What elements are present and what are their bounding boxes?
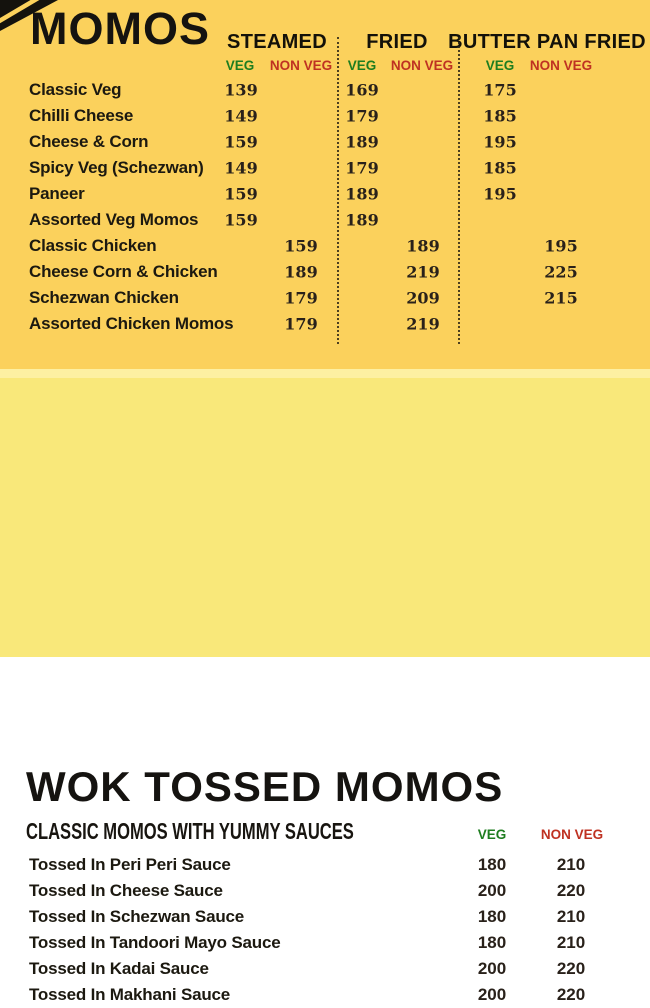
subheader-wok-veg: VEG — [477, 827, 507, 842]
price-veg: 189 — [345, 210, 379, 230]
subheader-steamed-veg: VEG — [225, 58, 255, 73]
menu-row — [0, 285, 650, 311]
menu-item-name: Classic Veg — [29, 80, 122, 99]
price-nonveg: 210 — [556, 933, 586, 952]
price-nonveg: 189 — [406, 236, 440, 256]
menu-item-name: Cheese Corn & Chicken — [29, 262, 218, 281]
price-veg: 159 — [224, 184, 258, 204]
menu-row — [0, 207, 650, 233]
price-veg: 189 — [345, 184, 379, 204]
price-nonveg: 219 — [406, 262, 440, 282]
price-veg: 159 — [224, 210, 258, 230]
price-nonveg: 195 — [544, 236, 578, 256]
menu-row — [0, 77, 650, 103]
subheader-wok-nonveg: NON VEG — [540, 827, 604, 842]
price-nonveg: 219 — [406, 314, 440, 334]
price-nonveg: 209 — [406, 288, 440, 308]
menu-row — [0, 982, 650, 1008]
menu-item-name: Tossed In Tandoori Mayo Sauce — [29, 933, 281, 952]
menu-item-name: Schezwan Chicken — [29, 288, 179, 307]
price-veg: 179 — [345, 106, 379, 126]
price-veg: 189 — [345, 132, 379, 152]
price-veg: 200 — [477, 985, 507, 1004]
menu-item-name: Cheese & Corn — [29, 132, 149, 151]
menu-item-name: Chilli Cheese — [29, 106, 134, 125]
price-veg: 139 — [224, 80, 258, 100]
price-nonveg: 179 — [284, 314, 318, 334]
menu-row — [0, 878, 650, 904]
menu-item-name: Tossed In Schezwan Sauce — [29, 907, 245, 926]
price-nonveg: 220 — [556, 959, 586, 978]
subheader-fried-veg: VEG — [347, 58, 377, 73]
price-nonveg: 225 — [544, 262, 578, 282]
price-nonveg: 215 — [544, 288, 578, 308]
price-veg: 195 — [483, 132, 517, 152]
price-nonveg: 220 — [556, 881, 586, 900]
menu-row — [0, 904, 650, 930]
subheader-fried-nonveg: NON VEG — [390, 58, 454, 73]
menu-row — [0, 181, 650, 207]
price-veg: 175 — [483, 80, 517, 100]
wok-tossed-section — [0, 378, 650, 1004]
price-veg: 185 — [483, 158, 517, 178]
price-veg: 200 — [477, 881, 507, 900]
menu-row — [0, 311, 650, 337]
menu-item-name: Classic Chicken — [29, 236, 157, 255]
price-veg: 169 — [345, 80, 379, 100]
price-nonveg: 189 — [284, 262, 318, 282]
menu-item-name: Tossed In Cheese Sauce — [29, 881, 223, 900]
menu-item-name: Paneer — [29, 184, 85, 203]
price-nonveg: 179 — [284, 288, 318, 308]
price-veg: 149 — [224, 158, 258, 178]
menu-row — [0, 852, 650, 878]
price-veg: 180 — [477, 855, 507, 874]
section-subtitle: CLASSIC MOMOS WITH YUMMY SAUCES — [26, 818, 354, 844]
menu-item-name: Spicy Veg (Schezwan) — [29, 158, 204, 177]
price-veg: 149 — [224, 106, 258, 126]
momos-section — [0, 0, 650, 369]
subheader-bpf-veg: VEG — [485, 58, 515, 73]
section-title-momos: MOMOS — [30, 3, 210, 54]
menu-item-name: Tossed In Makhani Sauce — [29, 985, 231, 1004]
menu-row — [0, 129, 650, 155]
price-veg: 159 — [224, 132, 258, 152]
menu-row — [0, 259, 650, 285]
price-veg: 180 — [477, 933, 507, 952]
column-header-steamed: STEAMED — [227, 31, 327, 53]
menu-row — [0, 956, 650, 982]
price-veg: 200 — [477, 959, 507, 978]
menu-item-name: Assorted Veg Momos — [29, 210, 199, 229]
menu-item-name: Assorted Chicken Momos — [29, 314, 234, 333]
menu-row — [0, 155, 650, 181]
menu-item-name: Tossed In Kadai Sauce — [29, 959, 209, 978]
menu-item-name: Tossed In Peri Peri Sauce — [29, 855, 231, 874]
wok-rows — [0, 852, 650, 1008]
price-nonveg: 220 — [556, 985, 586, 1004]
price-nonveg: 210 — [556, 907, 586, 926]
column-header-butter-pan-fried: BUTTER PAN FRIED — [448, 31, 646, 53]
menu-row — [0, 103, 650, 129]
menu-row — [0, 233, 650, 259]
subheader-steamed-nonveg: NON VEG — [269, 58, 333, 73]
subheader-bpf-nonveg: NON VEG — [529, 58, 593, 73]
price-veg: 185 — [483, 106, 517, 126]
menu-row — [0, 930, 650, 956]
price-veg: 195 — [483, 184, 517, 204]
section-title-wok-tossed: WOK TOSSED MOMOS — [26, 763, 504, 810]
price-veg: 180 — [477, 907, 507, 926]
momos-rows — [0, 77, 650, 337]
price-nonveg: 210 — [556, 855, 586, 874]
column-header-fried: FRIED — [366, 31, 428, 53]
price-veg: 179 — [345, 158, 379, 178]
section-divider-strip — [0, 369, 650, 378]
price-nonveg: 159 — [284, 236, 318, 256]
